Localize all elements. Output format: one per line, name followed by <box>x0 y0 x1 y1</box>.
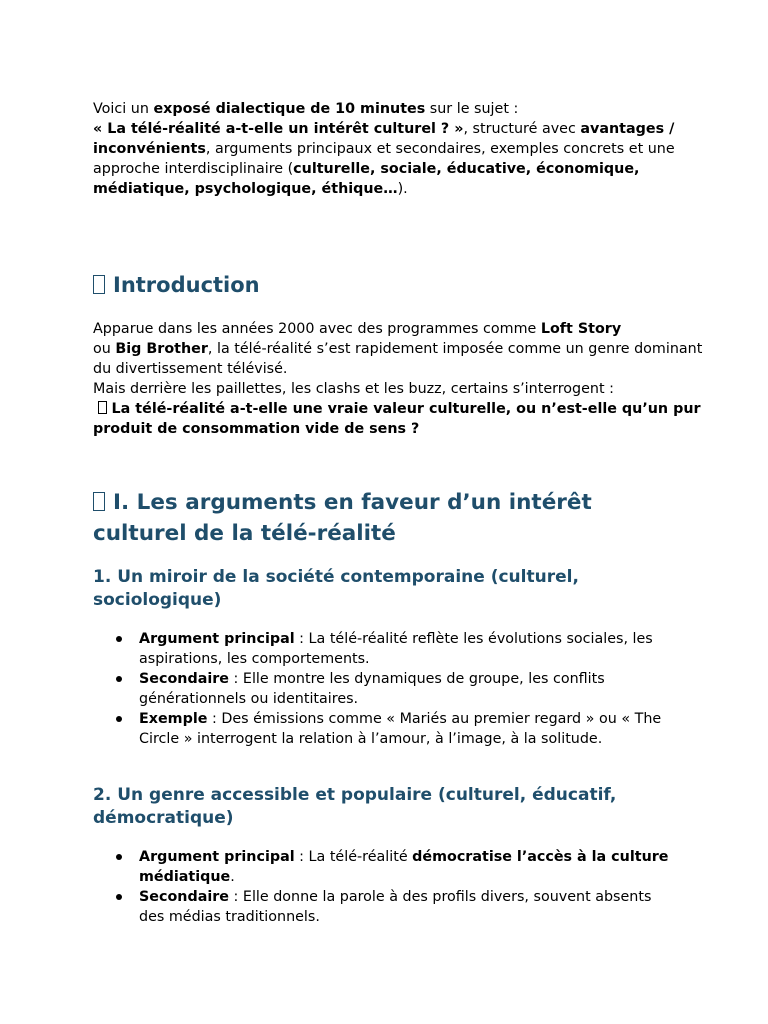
placeholder-glyph-icon <box>93 275 105 294</box>
placeholder-glyph-icon <box>93 492 105 511</box>
section1-heading: I. Les arguments en faveur d’un intérêt culturel de la télé-réalité <box>93 490 592 546</box>
introduction-paragraph: Apparue dans les années 2000 avec des programmes comme Loft Story ou Big Brother, la télé-réalité s’est rapidement imposée comme un genre dominant du divertissement télévisé. Mais derrière les paillettes, les clashs et les buzz, certains s’interrogent : La télé-réalité a-t-elle une vraie valeur culturelle, ou n’est-elle qu’un pur produit de consommation vide de sens ? <box>93 321 703 437</box>
intro-paragraph: Voici un exposé dialectique de 10 minutes sur le sujet : « La télé-réalité a-t-elle un intérêt culturel ? », structuré avec avantages / inconvénients, arguments principaux et secondaires, exemples concrets et une approche interdisciplinaire (culturelle, sociale, éducative, économique, médiatique, psychologique, éthique…). <box>93 101 675 197</box>
placeholder-glyph-icon <box>98 401 107 414</box>
section1-sub2-list <box>110 847 680 927</box>
bullet-icon <box>116 894 122 900</box>
bullet-icon <box>116 636 122 642</box>
section1-sub1-list <box>110 629 680 749</box>
bullet-icon <box>116 854 122 860</box>
bullet-icon <box>116 676 122 682</box>
list-item: Argument principal : La télé-réalité reflète les évolutions sociales, les aspirations, les comportements. <box>110 629 680 669</box>
bullet-icon <box>116 716 122 722</box>
list-item: Exemple : Des émissions comme « Mariés au premier regard » ou « The Circle » interrogent la relation à l’amour, à l’image, à la solitude. <box>110 709 680 749</box>
list-item: Argument principal : La télé-réalité démocratise l’accès à la culture médiatique. <box>110 847 680 887</box>
list-item: Secondaire : Elle montre les dynamiques de groupe, les conflits générationnels ou identitaires. <box>110 669 680 709</box>
section1-sub1-heading: 1. Un miroir de la société contemporaine (culturel, sociologique) <box>93 567 579 610</box>
section1-sub2-heading: 2. Un genre accessible et populaire (culturel, éducatif, démocratique) <box>93 785 617 828</box>
list-item: Secondaire : Elle donne la parole à des profils divers, souvent absents des médias traditionnels. <box>110 887 680 927</box>
introduction-heading: Introduction <box>93 269 260 301</box>
